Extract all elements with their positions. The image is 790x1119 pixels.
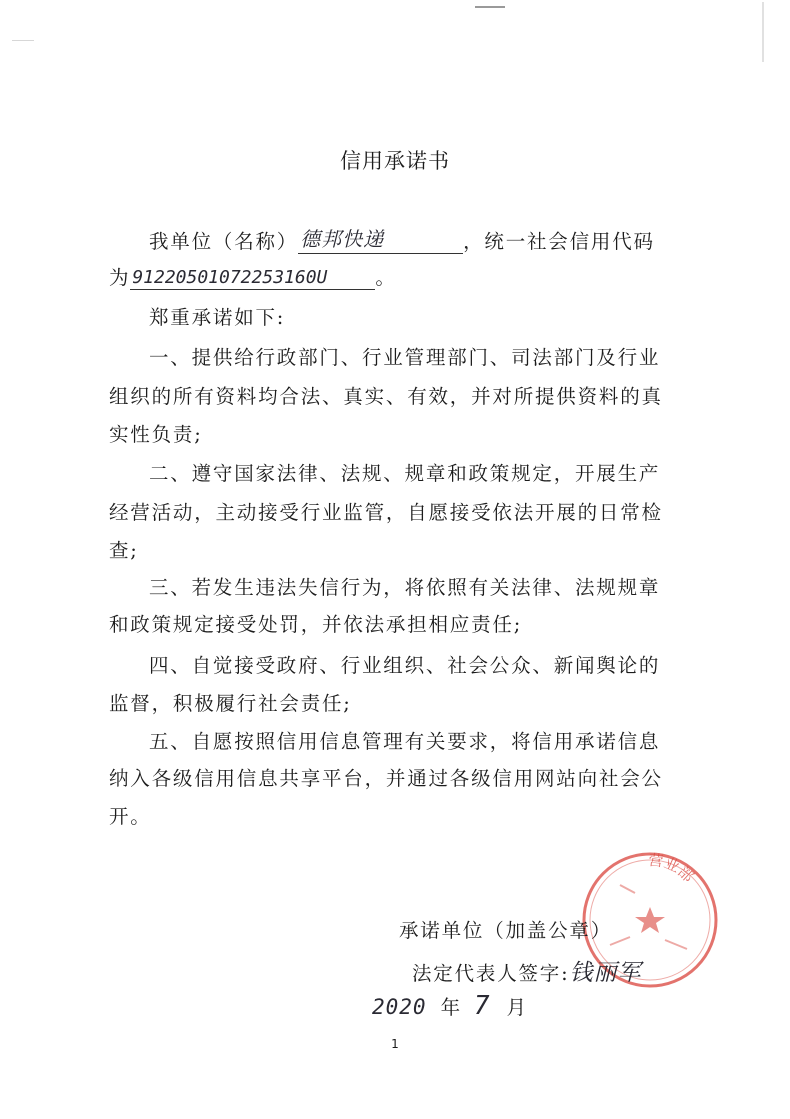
unit-name-blank [298, 229, 463, 254]
intro-period: 。 [375, 266, 397, 289]
item-5-line-1: 五、自愿按照信用信息管理有关要求，将信用承诺信息 [149, 730, 661, 753]
intro-line-1 [149, 226, 655, 254]
seal-text: 营业部 [647, 850, 698, 886]
date-line [372, 991, 528, 1021]
item-5-line-3: 开。 [109, 805, 152, 828]
date-month: 7 [473, 991, 491, 1021]
unit-name-value: 德邦快递 [300, 227, 385, 251]
item-2-line-2: 经营活动，主动接受行业监管，自愿接受依法开展的日常检 [109, 501, 663, 524]
date-month-suffix: 月 [506, 996, 528, 1019]
item-1-line-2: 组织的所有资料均合法、真实、有效，并对所提供资料的真 [109, 385, 663, 408]
signing-unit-label: 承诺单位（加盖公章） [399, 919, 613, 942]
item-4-line-1: 四、自觉接受政府、行业组织、社会公众、新闻舆论的 [149, 654, 661, 677]
date-year-suffix: 年 [440, 996, 462, 1019]
item-2-line-3: 查; [109, 539, 139, 562]
intro-line-2 [109, 262, 397, 290]
svg-text:营业部 [647, 851, 697, 886]
scan-artifact [12, 40, 34, 41]
pledge-heading: 郑重承诺如下: [149, 306, 286, 329]
scan-artifact [762, 2, 764, 62]
legal-rep-signature: 钱丽军 [569, 960, 642, 986]
item-1-line-1: 一、提供给行政部门、行业管理部门、司法部门及行业 [149, 346, 661, 369]
item-1-line-3: 实性负责; [109, 423, 203, 446]
document-title: 信用承诺书 [340, 149, 450, 173]
item-3-line-1: 三、若发生违法失信行为，将依照有关法律、法规规章 [149, 576, 661, 599]
item-2-line-1: 二、遵守国家法律、法规、规章和政策规定，开展生产 [149, 462, 661, 485]
unit-name-label: 我单位（名称） [149, 230, 299, 253]
credit-code-label: ，统一社会信用代码 [463, 230, 655, 253]
page-number: 1 [391, 1037, 399, 1051]
item-4-line-2: 监督，积极履行社会责任; [109, 692, 352, 715]
item-5-line-2: 纳入各级信用信息共享平台，并通过各级信用网站向社会公 [109, 767, 663, 790]
date-year: 2020 [372, 995, 427, 1019]
item-3-line-2: 和政策规定接受处罚，并依法承担相应责任; [109, 613, 523, 636]
credit-code-blank [130, 265, 375, 290]
credit-code-value: 91220501072253160U [132, 267, 328, 288]
scan-artifact [475, 6, 505, 8]
credit-code-prefix: 为 [109, 266, 131, 289]
legal-rep-line [412, 954, 641, 987]
legal-rep-label: 法定代表人签字: [412, 962, 570, 985]
